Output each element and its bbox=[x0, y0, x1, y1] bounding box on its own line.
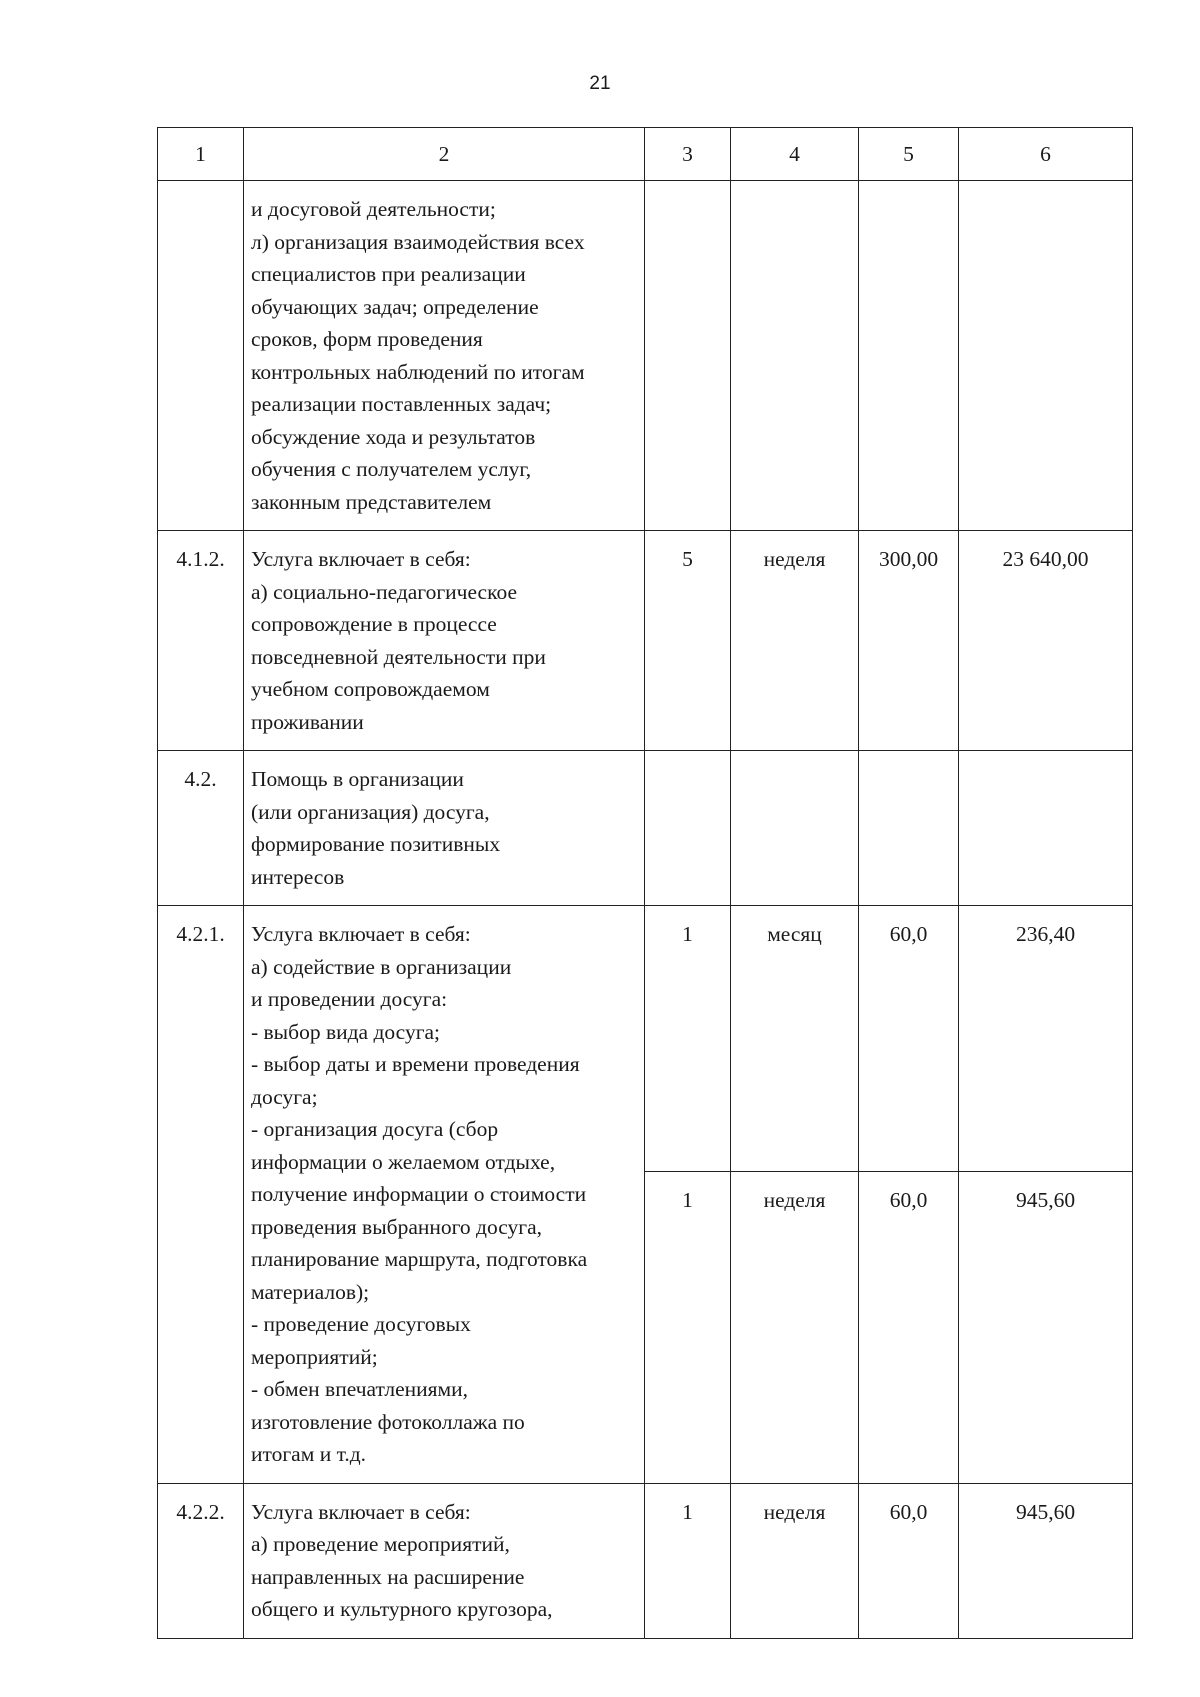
unit-cell bbox=[731, 181, 859, 531]
description-line: контрольных наблюдений по итогам bbox=[251, 359, 585, 384]
quantity-cell: 1 bbox=[645, 906, 731, 1172]
unit-cell bbox=[731, 751, 859, 906]
description-line: учебном сопровождаемом bbox=[251, 677, 490, 701]
header-col-4: 4 bbox=[731, 128, 859, 181]
description-cell bbox=[244, 531, 645, 751]
header-col-2: 2 bbox=[244, 128, 645, 181]
unit-cell: неделя bbox=[731, 531, 859, 751]
description-line: а) содействие в организации bbox=[251, 954, 512, 979]
description-line: и досуговой деятельности; bbox=[251, 197, 496, 221]
description-line: сроков, форм проведения bbox=[251, 327, 483, 351]
description-cell bbox=[244, 181, 645, 531]
description-line: планирование маршрута, подготовка bbox=[251, 1247, 588, 1271]
description-line: обучающих задач; определение bbox=[251, 294, 539, 319]
table-row bbox=[158, 906, 1133, 1172]
description-cell bbox=[244, 751, 645, 906]
price-cell: 60,0 bbox=[859, 1172, 959, 1483]
services-table bbox=[157, 127, 1133, 1639]
price-cell: 300,00 bbox=[859, 531, 959, 751]
code-cell: 4.2.1. bbox=[158, 906, 244, 1484]
page-number: 21 bbox=[589, 73, 611, 94]
header-col-1: 1 bbox=[158, 128, 244, 181]
description-line: специалистов при реализации bbox=[251, 262, 526, 286]
description-line: итогам и т.д. bbox=[251, 1442, 367, 1466]
description-line: - выбор даты и времени проведения bbox=[251, 1052, 580, 1076]
code-cell: 4.2. bbox=[158, 751, 244, 906]
table-row bbox=[158, 531, 1133, 751]
total-cell bbox=[959, 181, 1133, 531]
price-cell bbox=[859, 751, 959, 906]
description-line: мероприятий; bbox=[251, 1344, 378, 1369]
table-row bbox=[158, 751, 1133, 906]
description-line: досуга; bbox=[251, 1084, 318, 1109]
total-cell: 23 640,00 bbox=[959, 531, 1133, 751]
description-line: (или организация) досуга, bbox=[251, 799, 490, 824]
table-header-row bbox=[158, 128, 1133, 181]
description-line: изготовление фотоколлажа по bbox=[251, 1409, 525, 1434]
description-line: Помощь в организации bbox=[251, 767, 464, 791]
description-cell bbox=[244, 906, 645, 1484]
description-line: сопровождение в процессе bbox=[251, 612, 497, 636]
description-line: и проведении досуга: bbox=[251, 987, 448, 1011]
description-line: - обмен впечатлениями, bbox=[251, 1377, 469, 1401]
description-line: обсуждение хода и результатов bbox=[251, 424, 536, 449]
description-line: Услуга включает в себя: bbox=[251, 1499, 471, 1524]
description-line: законным представителем bbox=[251, 489, 492, 514]
unit-cell: неделя bbox=[731, 1172, 859, 1483]
description-line: - выбор вида досуга; bbox=[251, 1019, 441, 1044]
description-line: л) организация взаимодействия всех bbox=[251, 229, 585, 254]
code-cell: 4.2.2. bbox=[158, 1483, 244, 1638]
quantity-cell: 1 bbox=[645, 1172, 731, 1483]
header-col-5: 5 bbox=[859, 128, 959, 181]
table-row bbox=[158, 1483, 1133, 1638]
total-cell bbox=[959, 751, 1133, 906]
table-row bbox=[158, 181, 1133, 531]
description-line: интересов bbox=[251, 864, 345, 889]
description-line: - организация досуга (сбор bbox=[251, 1117, 499, 1141]
description-line: получение информации о стоимости bbox=[251, 1182, 587, 1206]
description-line: общего и культурного кругозора, bbox=[251, 1597, 553, 1621]
description-line: проживании bbox=[251, 709, 364, 734]
code-cell bbox=[158, 181, 244, 531]
description-line: Услуга включает в себя: bbox=[251, 547, 471, 571]
price-cell: 60,0 bbox=[859, 906, 959, 1172]
description-line: направленных на расширение bbox=[251, 1564, 525, 1589]
description-line: - проведение досуговых bbox=[251, 1312, 471, 1336]
description-line: Услуга включает в себя: bbox=[251, 922, 471, 946]
code-cell: 4.1.2. bbox=[158, 531, 244, 751]
quantity-cell: 5 bbox=[645, 531, 731, 751]
description-line: информации о желаемом отдыхе, bbox=[251, 1149, 556, 1174]
description-line: обучения с получателем услуг, bbox=[251, 457, 532, 481]
unit-cell: неделя bbox=[731, 1483, 859, 1638]
price-cell bbox=[859, 181, 959, 531]
description-line: материалов); bbox=[251, 1279, 370, 1304]
quantity-cell: 1 bbox=[645, 1483, 731, 1638]
description-line: а) проведение мероприятий, bbox=[251, 1532, 510, 1556]
description-line: формирование позитивных bbox=[251, 832, 501, 856]
description-line: повседневной деятельности при bbox=[251, 644, 546, 669]
total-cell: 945,60 bbox=[959, 1483, 1133, 1638]
quantity-cell bbox=[645, 751, 731, 906]
quantity-cell bbox=[645, 181, 731, 531]
header-col-6: 6 bbox=[959, 128, 1133, 181]
total-cell: 236,40 bbox=[959, 906, 1133, 1172]
description-line: проведения выбранного досуга, bbox=[251, 1214, 543, 1239]
price-cell: 60,0 bbox=[859, 1483, 959, 1638]
description-line: а) социально-педагогическое bbox=[251, 579, 518, 604]
description-cell bbox=[244, 1483, 645, 1638]
header-col-3: 3 bbox=[645, 128, 731, 181]
description-line: реализации поставленных задач; bbox=[251, 392, 552, 416]
unit-cell: месяц bbox=[731, 906, 859, 1172]
total-cell: 945,60 bbox=[959, 1172, 1133, 1483]
